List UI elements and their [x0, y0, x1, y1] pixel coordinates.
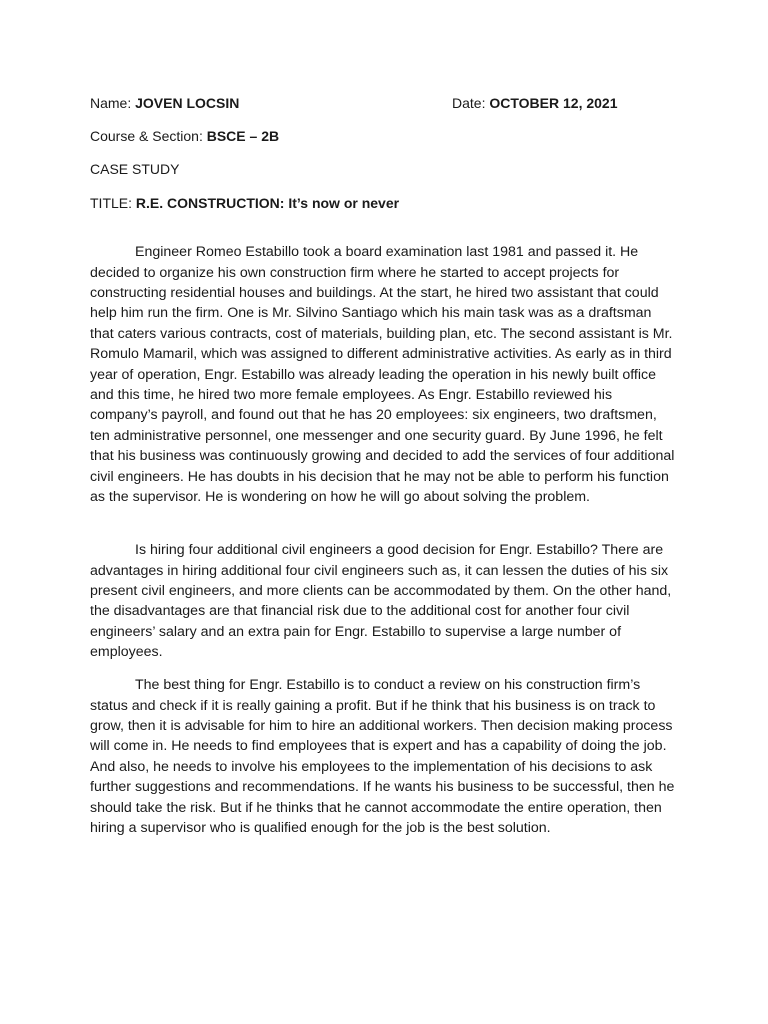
- body-paragraph-3: The best thing for Engr. Estabillo is to conduct a review on his construction firm’s status and check if it is really gaining a profit. But if he think that his business is on track to grow, then it is advisable for him to hire an additional workers. Then decision making process will come in. He needs to find employees that is expert and has a capability of doing the job. And also, he needs to involve his employees to the implementation of his decisions to ask further suggestions and recommendations. If he wants his business to be successful, then he should take the risk. But if he thinks that he cannot accommodate the entire operation, then hiring a supervisor who is qualified enough for the job is the best solution.: [90, 677, 675, 837]
- title-row: [90, 194, 399, 212]
- title-value: R.E. CONSTRUCTION: It’s now or never: [135, 195, 400, 211]
- date-label: Date:: [452, 95, 486, 111]
- date-row: [452, 94, 618, 112]
- title-label: TITLE:: [90, 195, 133, 211]
- course-value: BSCE – 2B: [206, 128, 280, 144]
- name-value: JOVEN LOCSIN: [135, 95, 240, 111]
- course-label: Course & Section:: [90, 128, 203, 144]
- date-value: OCTOBER 12, 2021: [489, 95, 618, 111]
- name-row: [90, 94, 239, 112]
- body-paragraph-2: Is hiring four additional civil engineers a good decision for Engr. Estabillo? There are advantages in hiring additional four civil engineers such as, it can lessen the duties of his six present civil engineers, and more clients can be accommodated by them. On the other hand, the disadvantages are that financial risk due to the additional cost for another four civil engineers’ salary and an extra pain for Engr. Estabillo to supervise a large number of employees.: [90, 542, 672, 661]
- course-row: [90, 127, 279, 145]
- body-paragraph-1: Engineer Romeo Estabillo took a board examination last 1981 and passed it. He decided to organize his own construction firm where he started to accept projects for constructing residential houses and buildings. At the start, he hired two assistant that could help him run the firm. One is Mr. Silvino Santiago which his main task was as a draftsman that caters various contracts, cost of materials, building plan, etc. The second assistant is Mr. Romulo Mamaril, which was assigned to different administrative activities. As early as in third year of operation, Engr. Estabillo was already leading the operation in his newly built office and this time, he hired two more female employees. As Engr. Estabillo reviewed his company’s payroll, and found out that he has 20 employees: six engineers, two draftsmen, ten administrative personnel, one messenger and one security guard. By June 1996, he felt that his business was continuously growing and decided to add the services of four additional civil engineers. He has doubts in his decision that he may not be able to perform his function as the supervisor. He is wondering on how he will go about solving the problem.: [90, 244, 675, 506]
- name-label: Name:: [90, 95, 132, 111]
- case-study-heading: CASE STUDY: [90, 161, 180, 177]
